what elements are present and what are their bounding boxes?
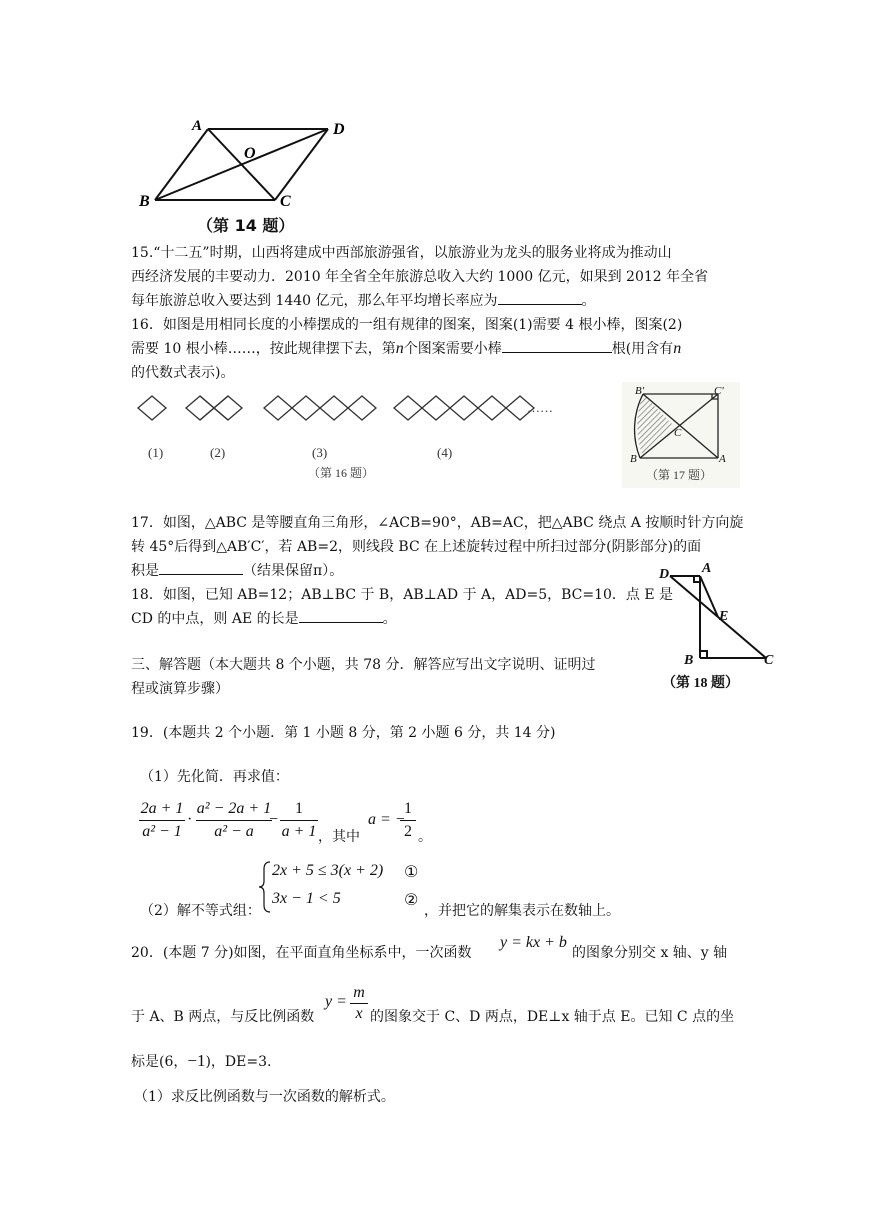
q19-a-eq: a = − — [368, 811, 406, 828]
q20-part1: （1）求反比例函数与一次函数的解析式。 — [134, 1089, 395, 1105]
q15-line3-end: 。 — [581, 293, 596, 309]
q17-line1: 17．如图，△ABC 是等腰直角三角形，∠ACB=90°，AB=AC，把△ABC 绕点 A 按顺时针方向旋 — [131, 515, 744, 531]
fig18-label-C: C — [764, 653, 774, 668]
q20-neg1: −1 — [187, 1051, 206, 1070]
q16-n-var-1: n — [395, 340, 404, 357]
q19-fraction-1 — [139, 798, 185, 843]
q16-line2-b: 个图案需要小棒 — [403, 341, 502, 357]
q19-f3-num: 1 — [295, 800, 303, 817]
q15-line3 — [131, 292, 596, 310]
fig14-caption: （第 14 题） — [197, 216, 295, 235]
q17-line2: 转 45°后得到△AB′C′，若 AB=2，则线段 BC 在上述旋转过程中所扫过部分(阴影部分)的面 — [131, 539, 702, 555]
fig16-caption: （第 16 题） — [308, 466, 375, 480]
q19-f2-num: a² − 2a + 1 — [196, 800, 272, 817]
fig17-caption: （第 17 题） — [646, 468, 713, 482]
q20-func2-den: x — [355, 1005, 363, 1022]
q20-line1-a: 20．(本题 7 分)如图，在平面直角坐标系中，一次函数 — [131, 945, 472, 961]
q15-line2: 西经济发展的丰要动力．2010 年全省全年旅游总收入大约 1000 亿元，如果到 2012 年全省 — [131, 269, 709, 285]
fig14-label-D: D — [333, 121, 345, 138]
q19-where: ，其中 — [318, 829, 360, 845]
fig14-label-O: O — [244, 145, 256, 162]
q19-f1-num: 2a + 1 — [140, 800, 184, 817]
fig18-caption: （第 18 题） — [662, 676, 739, 691]
q19-a-fraction — [400, 798, 416, 843]
q20-line3 — [131, 1052, 271, 1071]
figure-16-stick-patterns — [130, 390, 580, 485]
q20-line2-a: 于 A、B 两点，与反比例函数 — [131, 1009, 315, 1025]
fig14-label-A: A — [192, 118, 203, 134]
q19-fraction-2 — [196, 798, 272, 843]
fig14-label-B: B — [139, 193, 150, 210]
section3-line2: 程或演算步骤） — [131, 681, 229, 697]
q20-func2-num: m — [353, 984, 365, 1001]
q19-part2: （2）解不等式组： — [140, 903, 261, 919]
fig16-label-3: (3) — [312, 445, 328, 460]
q19-minus: − — [269, 811, 279, 828]
fig18-label-D: D — [659, 567, 670, 582]
q15-line3-text: 每年旅游总收入要达到 1440 亿元，那么年平均增长率应为 — [131, 293, 498, 309]
figure-18-trapezoid — [652, 560, 782, 692]
fig17-label-Bprime: B′ — [635, 385, 645, 397]
fig14-label-C: C — [280, 193, 291, 210]
q18-answer-blank[interactable] — [299, 622, 383, 623]
section3-line1: 三、解答题（本大题共 8 个小题，共 78 分．解答应写出文字说明、证明过 — [131, 657, 596, 673]
q19-mark-1: ① — [404, 862, 419, 881]
figure-17-rotation — [622, 382, 740, 488]
q19-a-den: 2 — [404, 823, 412, 840]
fig17-label-A: A — [719, 453, 726, 465]
q19-mark-2: ② — [404, 890, 419, 909]
q20-func1: y = kx + b — [500, 934, 567, 951]
q19-f2-den: a² − a — [214, 823, 254, 840]
q19-header: 19．(本题共 2 个小题．第 1 小题 8 分，第 2 小题 6 分，共 14 分) — [131, 725, 556, 741]
q19-f1-den: a² − 1 — [142, 823, 182, 840]
fig16-dots: …… — [527, 400, 553, 415]
q18-line2-end: 。 — [382, 611, 397, 627]
fig16-label-1: (1) — [148, 445, 164, 460]
q16-line2-a: 需要 10 根小棒……，按此规律摆下去，第 — [131, 341, 396, 357]
fig18-label-E: E — [719, 609, 729, 624]
q18-line1: 18．如图，已知 AB=12；AB⊥BC 于 B，AB⊥AD 于 A，AD=5，BC=10．点 E 是 — [131, 587, 674, 603]
q16-line2-c: 根(用含有 — [611, 341, 674, 357]
q17-line3 — [131, 562, 343, 580]
fig18-label-B: B — [684, 653, 694, 668]
q17-line3-a: 积是 — [131, 563, 159, 579]
q18-line2 — [131, 610, 397, 628]
fig16-label-2: (2) — [210, 445, 226, 460]
fig16-label-4: (4) — [437, 445, 453, 460]
q19-part2-end: ，并把它的解集表示在数轴上。 — [424, 903, 620, 919]
q15-answer-blank[interactable] — [498, 304, 582, 305]
q16-answer-blank[interactable] — [502, 352, 612, 353]
q16-line2 — [131, 340, 681, 358]
q15-line1: 15.“十二五”时期，山西将建成中西部旅游强省，以旅游业为龙头的服务业将成为推动山 — [131, 245, 672, 261]
q19-fraction-3 — [280, 798, 318, 843]
fig18-label-A: A — [702, 561, 712, 576]
q19-a-num: 1 — [404, 800, 412, 817]
fig17-label-C: C — [674, 427, 682, 439]
q16-line1: 16．如图是用相同长度的小棒摆成的一组有规律的图案，图案(1)需要 4 根小棒，图案(2) — [131, 317, 683, 333]
q17-answer-blank[interactable] — [159, 574, 243, 575]
fig17-label-Cprime: C′ — [714, 385, 724, 397]
q19-part1: （1）先化简．再求值： — [140, 769, 289, 785]
q20-func2-fraction — [350, 983, 368, 1024]
q19-brace — [258, 860, 272, 914]
q20-line1-b: 的图象分别交 x 轴、y 轴 — [572, 945, 728, 961]
q19-period: 。 — [418, 829, 432, 845]
q19-dot: · — [187, 811, 193, 828]
q20-func2-lhs: y = — [325, 993, 347, 1010]
q18-line2-a: CD 的中点，则 AE 的长是 — [131, 611, 299, 627]
fig17-label-B: B — [630, 453, 637, 465]
q20-line3-b: )，DE=3. — [205, 1054, 272, 1070]
q20-line3-a: 标是(6， — [131, 1054, 188, 1070]
q16-line3: 的代数式表示)。 — [131, 365, 235, 381]
q19-ineq-2: 3x − 1 < 5 — [272, 890, 341, 907]
q20-line2-b: 的图象交于 C、D 两点，DE⊥x 轴于点 E。已知 C 点的坐 — [370, 1009, 735, 1025]
q19-f3-den: a + 1 — [281, 823, 317, 840]
q19-ineq-1: 2x + 5 ≤ 3(x + 2) — [272, 862, 384, 879]
q16-n-var-2: n — [673, 340, 682, 357]
figure-14-parallelogram — [130, 112, 370, 212]
q17-line3-b: （结果保留π）。 — [243, 563, 344, 579]
